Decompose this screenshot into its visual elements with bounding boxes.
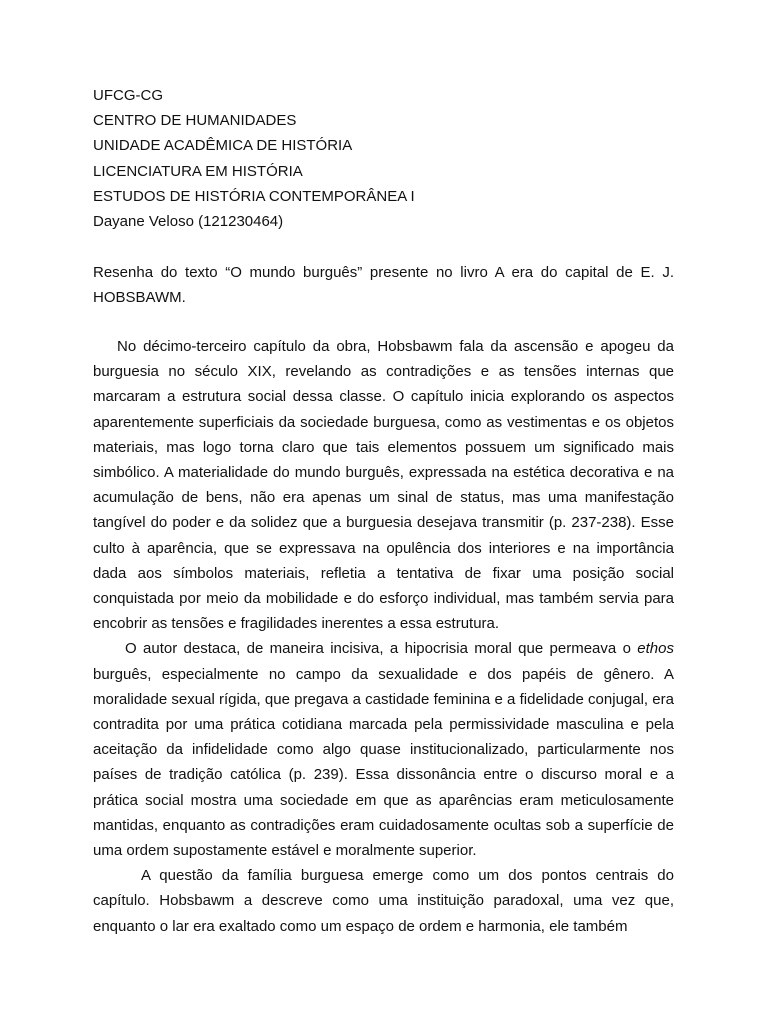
- paragraph-2: [93, 636, 674, 863]
- header-line-author: Dayane Veloso (121230464): [93, 212, 284, 230]
- paragraph-2-rest: burguês, especialmente no campo da sexualidade e dos papéis de gênero. A moralidade sexual rígida, que pregava a castidade feminina e a fidelidade conjugal, era contradita por uma prática cotidiana marcada pela permissividade masculina e pela aceitação da infidelidade como algo quase institucionalizado, particularmente nos países de tradição católica (p. 239). Essa dissonância entre o discurso moral e a prática social mostra uma sociedade em que as aparências eram meticulosamente mantidas, enquanto as contradições eram cuidadosamente ocultas sob a superfície de uma ordem supostamente estável e moralmente superior.: [93, 665, 674, 860]
- header-line-discipline: ESTUDOS DE HISTÓRIA CONTEMPORÂNEA I: [93, 187, 415, 205]
- review-title: Resenha do texto “O mundo burguês” presente no livro A era do capital de E. J. HOBSBAWM.: [93, 264, 674, 307]
- document-header: [93, 83, 693, 234]
- paragraph-2-emphasis: ethos: [637, 640, 674, 658]
- header-line-institution: UFCG-CG: [93, 87, 163, 104]
- paragraph-1: No décimo-terceiro capítulo da obra, Hobsbawm fala da ascensão e apogeu da burguesia no século XIX, revelando as contradições e as tensões internas que marcaram a estrutura social dessa classe. O capítulo inicia explorando os aspectos aparentemente superficiais da sociedade burguesa, como as vestimentas e os objetos materiais, mas logo torna claro que tais elementos possuem um significado mais simbólico. A materialidade do mundo burguês, expressada na estética decorativa e na acumulação de bens, não era apenas um sinal de status, mas uma manifestação tangível do poder e da solidez que a burguesia desejava transmitir (p. 237-238). Esse culto à aparência, que se expressava na opulência dos interiores e na importância dada aos símbolos materiais, refletia a tentativa de fixar uma posição social conquistada por meio da mobilidade e do esforço individual, mas também servia para encobrir as tensões e fragilidades inerentes a essa estrutura.: [93, 338, 674, 633]
- header-line-unit: UNIDADE ACADÊMICA DE HISTÓRIA: [93, 137, 353, 155]
- document-body: [93, 334, 674, 939]
- paragraph-3: A questão da família burguesa emerge como um dos pontos centrais do capítulo. Hobsbawm a descreve como uma instituição paradoxal, uma vez que, enquanto o lar era exaltado como um espaço de ordem e harmonia, ele também: [93, 867, 674, 935]
- header-line-course: LICENCIATURA EM HISTÓRIA: [93, 162, 303, 180]
- paragraph-2-start: O autor destaca, de maneira incisiva, a hipocrisia moral que permeava o: [125, 640, 638, 658]
- header-line-center: CENTRO DE HUMANIDADES: [93, 112, 297, 130]
